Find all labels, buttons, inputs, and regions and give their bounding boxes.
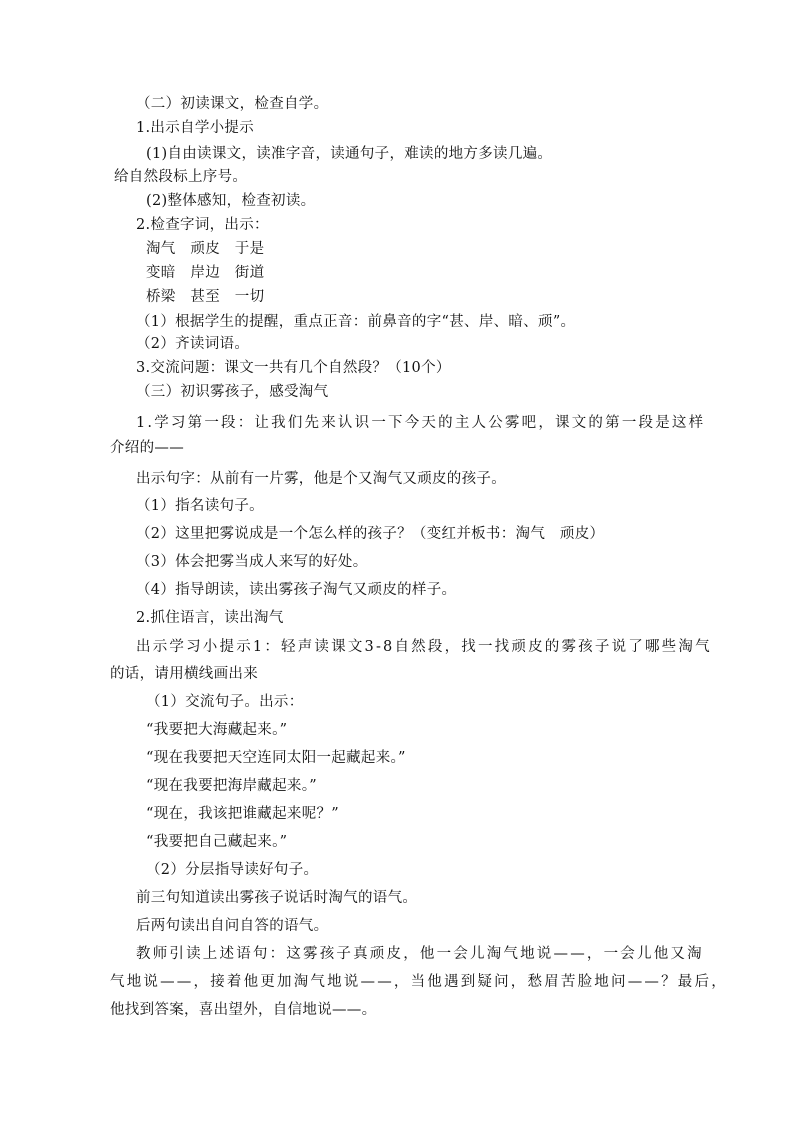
- paragraph-line: （2）分层指导读好句子。: [146, 862, 319, 878]
- paragraph-line: （2）这里把雾说成是一个怎么样的孩子？（变红并板书：淘气 顽皮）: [136, 526, 605, 542]
- quoted-sentence: “我要把自己藏起来。”: [146, 834, 288, 850]
- vocabulary-row: 变暗 岸边 街道: [146, 265, 265, 281]
- paragraph-line: 他找到答案，喜出望外，自信地说——。: [110, 1002, 377, 1018]
- paragraph-line: 出示句字：从前有一片雾，他是个又淘气又顽皮的孩子。: [136, 471, 506, 487]
- paragraph-line: (1)自由读课文，读准字音，读通句子，难读的地方多读几遍。: [146, 146, 553, 162]
- paragraph-line: 气地说——，接着他更加淘气地说——，当他遇到疑问，愁眉苦脸地问——？最后，: [110, 974, 728, 990]
- paragraph-line: （1）指名读句子。: [136, 498, 264, 514]
- paragraph-line: 介绍的——: [110, 440, 184, 456]
- section-heading: （三）初识雾孩子，感受淘气: [136, 384, 329, 400]
- paragraph-line: （2）齐读词语。: [136, 336, 250, 352]
- paragraph-line: 1.学习第一段：让我们先来认识一下今天的主人公雾吧，课文的第一段是这样: [136, 415, 706, 431]
- paragraph-line: 出示学习小提示1：轻声读课文3-8自然段，找一找顽皮的雾孩子说了哪些淘气: [136, 639, 712, 655]
- paragraph-line: 的话，请用横线画出来: [110, 666, 258, 682]
- vocabulary-row: 桥梁 甚至 一切: [146, 289, 265, 305]
- section-heading: （二）初读课文，检查自学。: [136, 96, 329, 112]
- paragraph-line: 给自然段标上序号。: [114, 169, 248, 185]
- quoted-sentence: “现在，我该把谁藏起来呢？”: [146, 806, 340, 822]
- quoted-sentence: “现在我要把海岸藏起来。”: [146, 778, 317, 794]
- paragraph-line: 2.抓住语言，读出淘气: [136, 610, 284, 626]
- paragraph-line: 3.交流问题：课文一共有几个自然段？（10个）: [136, 360, 451, 376]
- paragraph-line: （1）交流句子。出示：: [146, 694, 304, 710]
- vocabulary-row: 淘气 顽皮 于是: [146, 241, 265, 257]
- paragraph-line: 1.出示自学小提示: [136, 120, 255, 136]
- quoted-sentence: “现在我要把天空连同太阳一起藏起来。”: [146, 750, 406, 766]
- paragraph-line: 2.检查字词，出示：: [136, 217, 269, 233]
- paragraph-line: (2)整体感知，检查初读。: [146, 193, 316, 209]
- paragraph-line: 教师引读上述语句：这雾孩子真顽皮，他一会儿淘气地说——，一会儿他又淘: [136, 946, 704, 962]
- paragraph-line: （1）根据学生的提醒，重点正音：前鼻音的字“甚、岸、暗、顽”。: [136, 314, 576, 330]
- quoted-sentence: “我要把大海藏起来。”: [146, 722, 288, 738]
- paragraph-line: 前三句知道读出雾孩子说话时淘气的语气。: [136, 890, 418, 906]
- paragraph-line: （4）指导朗读，读出雾孩子淘气又顽皮的样子。: [136, 582, 457, 598]
- paragraph-line: 后两句读出自问自答的语气。: [136, 918, 329, 934]
- paragraph-line: （3）体会把雾当成人来写的好处。: [136, 554, 368, 570]
